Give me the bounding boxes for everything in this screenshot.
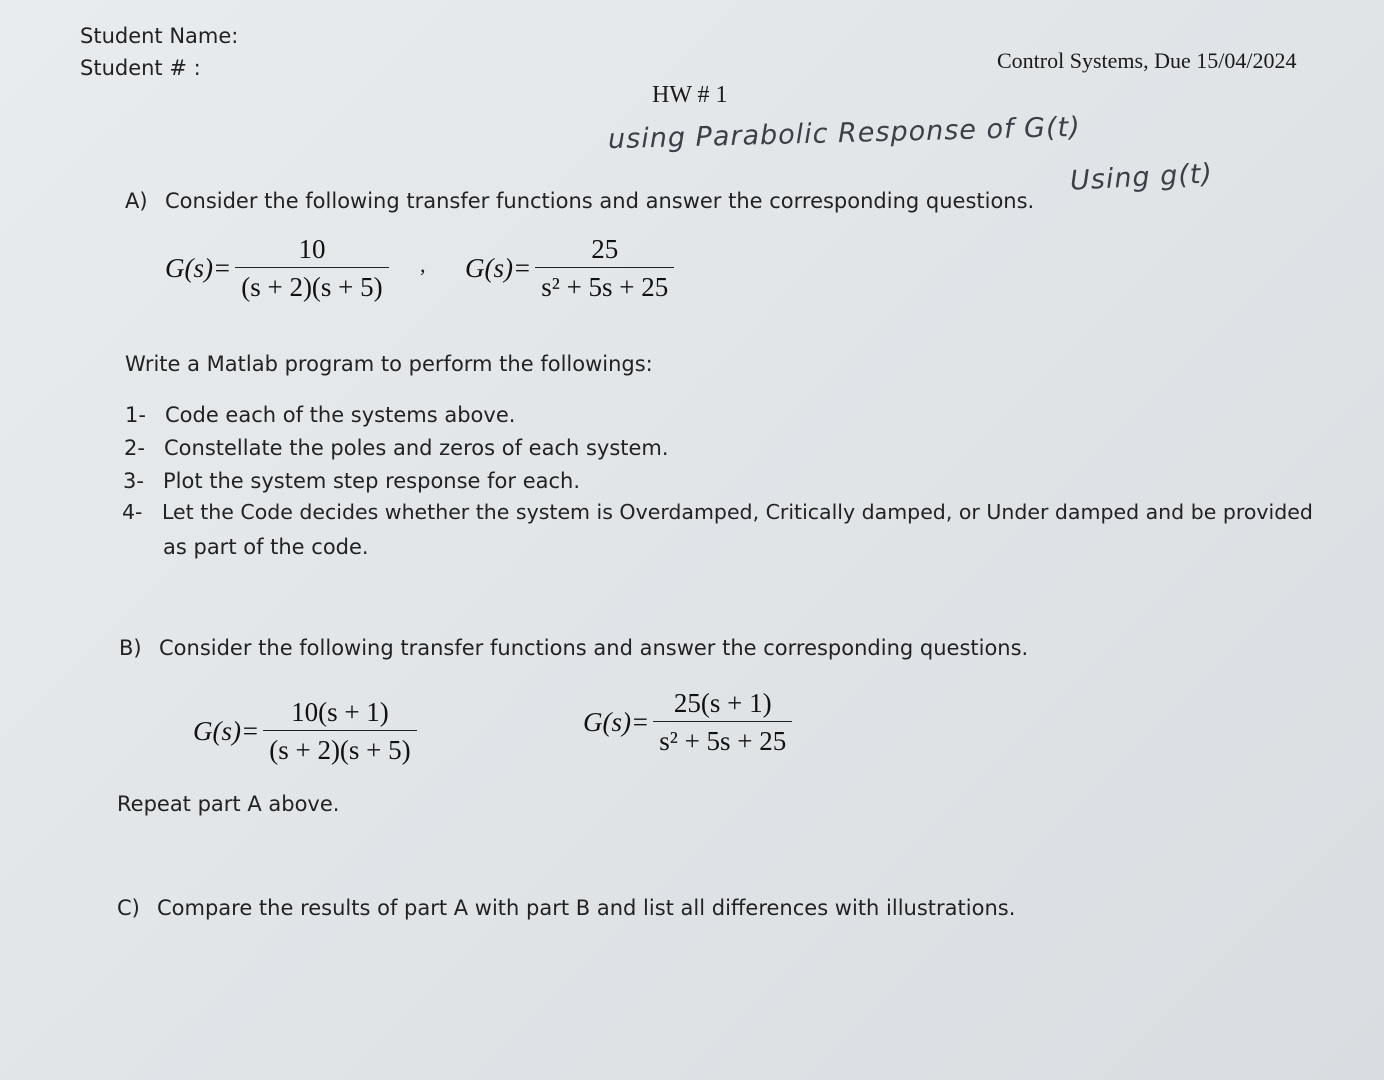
numerator: 10(s + 1) [291,697,389,727]
denominator: (s + 2)(s + 5) [235,267,388,303]
part-b-label: B) [119,636,142,660]
list-item-1 [125,403,515,427]
list-item-text: Code each of the systems above. [165,403,516,427]
repeat-instruction: Repeat part A above. [117,792,340,816]
list-item-number: 4- [122,500,143,524]
numerator: 25 [591,234,619,264]
homework-title: HW # 1 [652,82,728,108]
part-c-heading [117,896,1015,920]
numerator: 10 [298,234,326,264]
list-item-4 [122,500,1313,524]
numerator: 25(s + 1) [673,688,772,718]
part-a-label: A) [125,189,148,213]
part-a-equation-1 [165,234,389,303]
fraction [263,697,416,766]
eq-lhs: G(s)= [583,707,650,737]
equation-separator: , [420,252,426,277]
list-item-4-continued: as part of the code. [163,535,369,559]
matlab-intro: Write a Matlab program to perform the followings: [125,352,653,376]
course-due-date: Control Systems, Due 15/04/2024 [997,48,1297,73]
part-a-equation-2 [465,234,674,303]
list-item-text: Let the Code decides whether the system is Overdamped, Critically damped, or Under damped and be provided [162,500,1313,524]
student-number-label: Student # : [80,56,201,80]
part-b-equation-2 [583,688,792,757]
list-item-2 [124,436,669,460]
part-b-equation-1 [193,697,417,766]
part-b-heading [119,636,1028,660]
denominator: (s + 2)(s + 5) [263,730,416,766]
handwritten-note-line2: Using g(t) [1069,158,1214,197]
fraction [653,688,792,757]
part-c-label: C) [117,896,140,920]
list-item-text: Constellate the poles and zeros of each system. [164,436,669,460]
student-name-label: Student Name: [80,24,239,48]
list-item-number: 2- [124,436,145,460]
part-a-heading [125,189,1034,213]
part-a-prompt: Consider the following transfer functions and answer the corresponding questions. [165,189,1035,213]
eq-lhs: G(s)= [193,716,260,746]
list-item-number: 3- [123,469,144,493]
handwritten-note-line1: using Parabolic Response of G(t) [607,111,1082,156]
part-b-prompt: Consider the following transfer functions and answer the corresponding questions. [159,636,1029,660]
part-c-prompt: Compare the results of part A with part B and list all differences with illustrations. [157,896,1016,920]
eq-lhs: G(s)= [465,253,532,283]
fraction [535,234,674,303]
list-item-3 [123,469,580,493]
eq-lhs: G(s)= [165,253,232,283]
list-item-number: 1- [125,403,146,427]
fraction [235,234,388,303]
denominator: s² + 5s + 25 [653,721,792,757]
denominator: s² + 5s + 25 [535,267,674,303]
list-item-text: Plot the system step response for each. [163,469,581,493]
